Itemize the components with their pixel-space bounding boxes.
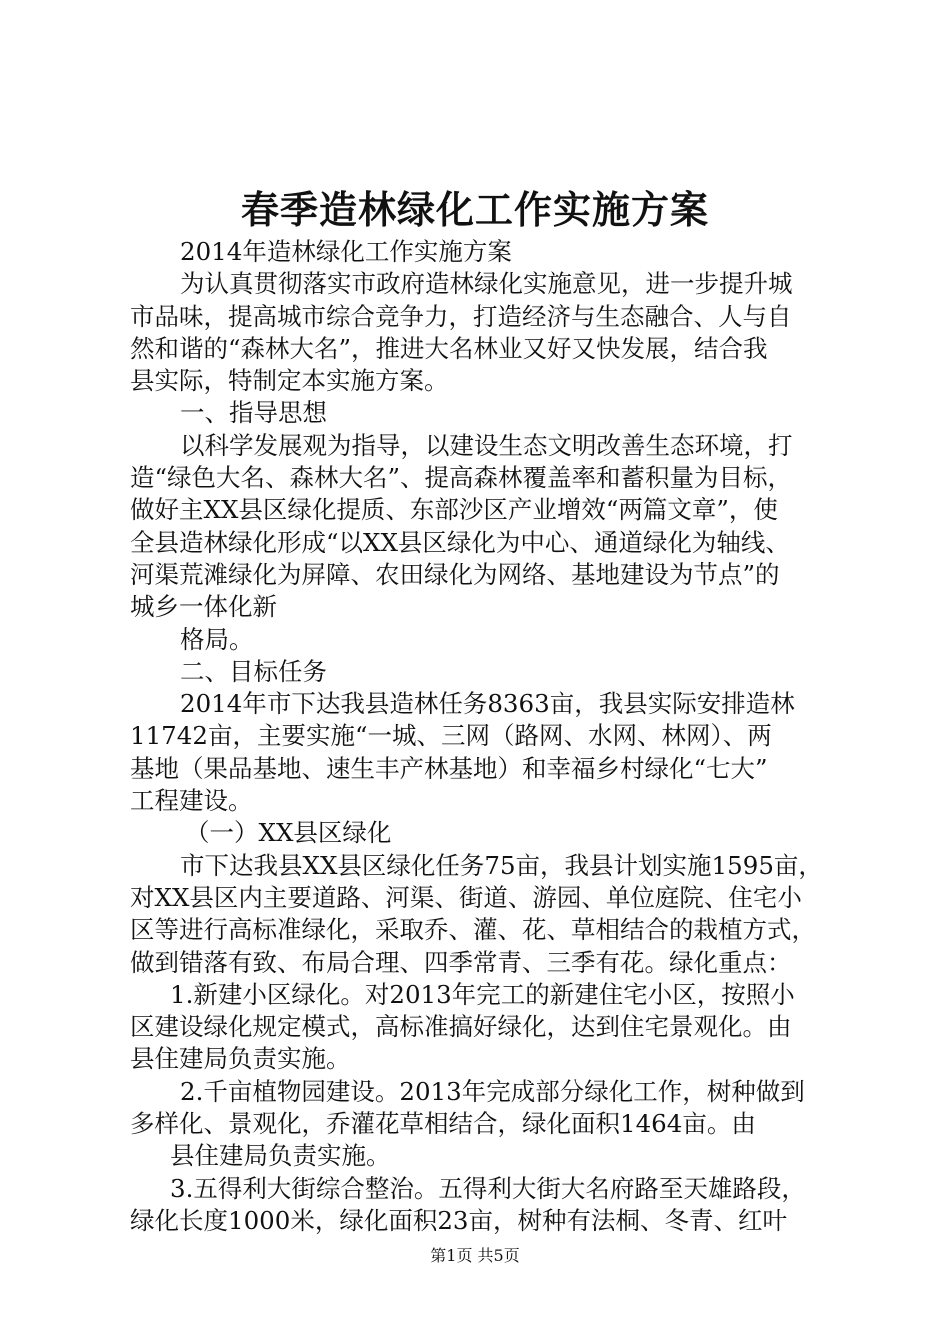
document-body <box>130 236 830 1237</box>
body-line: 工程建设。 <box>130 786 253 816</box>
body-line: 绿化长度1000米，绿化面积23亩，树种有法桐、冬青、红叶 <box>130 1205 788 1235</box>
body-line: 区建设绿化规定模式，高标准搞好绿化，达到住宅景观化。由 <box>130 1012 792 1042</box>
body-line: 县住建局负责实施。 <box>130 1044 351 1074</box>
body-line: 2014年市下达我县造林任务8363亩，我县实际安排造林 <box>180 689 795 719</box>
body-line: 市下达我县XX县区绿化任务75亩，我县计划实施1595亩， <box>180 850 823 880</box>
body-line: 2014年造林绿化工作实施方案 <box>180 237 512 266</box>
subsection-heading: （一）XX县区绿化 <box>185 818 392 848</box>
body-line: 做好主XX县区绿化提质、东部沙区产业增效“两篇文章”，使 <box>130 495 778 525</box>
section-heading: 二、目标任务 <box>180 656 327 686</box>
body-line: 河渠荒滩绿化为屏障、农田绿化为网络、基地建设为节点”的 <box>130 559 780 589</box>
body-line: 对XX县区内主要道路、河渠、街道、游园、单位庭院、住宅小 <box>130 882 802 912</box>
body-line: 区等进行高标准绿化，采取乔、灌、花、草相结合的栽植方式， <box>130 915 816 945</box>
body-line: 然和谐的“森林大名”，推进大名林业又好又快发展，结合我 <box>130 333 768 363</box>
body-line: 全县造林绿化形成“以XX县区绿化为中心、通道绿化为轴线、 <box>130 527 790 557</box>
document-title: 春季造林绿化工作实施方案 <box>240 187 709 232</box>
body-line: 市品味，提高城市综合竞争力，打造经济与生态融合、人与自 <box>130 301 792 331</box>
section-heading: 一、指导思想 <box>180 398 327 428</box>
page-indicator: 第1页 共5页 <box>430 1246 520 1265</box>
body-line: 城乡一体化新 <box>130 592 277 622</box>
body-line: 格局。 <box>180 624 254 654</box>
body-line: 县住建局负责实施。 <box>170 1141 391 1171</box>
list-item: 3.五得利大街综合整治。五得利大街大名府路至天雄路段， <box>170 1173 806 1203</box>
body-line: 基地（果品基地、速生丰产林基地）和幸福乡村绿化“七大” <box>130 753 768 783</box>
list-item: 1.新建小区绿化。对2013年完工的新建住宅小区，按照小 <box>170 979 795 1009</box>
list-item: 2.千亩植物园建设。2013年完成部分绿化工作，树种做到 <box>180 1076 805 1106</box>
body-line: 以科学发展观为指导，以建设生态文明改善生态环境，打 <box>180 430 793 460</box>
body-line: 县实际，特制定本实施方案。 <box>130 366 449 396</box>
body-line: 为认真贯彻落实市政府造林绿化实施意见，进一步提升城 <box>180 269 793 299</box>
body-line: 11742亩，主要实施“一城、三网（路网、水网、林网）、两 <box>130 721 772 751</box>
body-line: 做到错落有致、布局合理、四季常青、三季有花。绿化重点： <box>130 947 792 977</box>
body-line: 造“绿色大名、森林大名”、提高森林覆盖率和蓄积量为目标， <box>130 463 793 493</box>
body-line: 多样化、景观化，乔灌花草相结合，绿化面积1464亩。由 <box>130 1109 756 1139</box>
